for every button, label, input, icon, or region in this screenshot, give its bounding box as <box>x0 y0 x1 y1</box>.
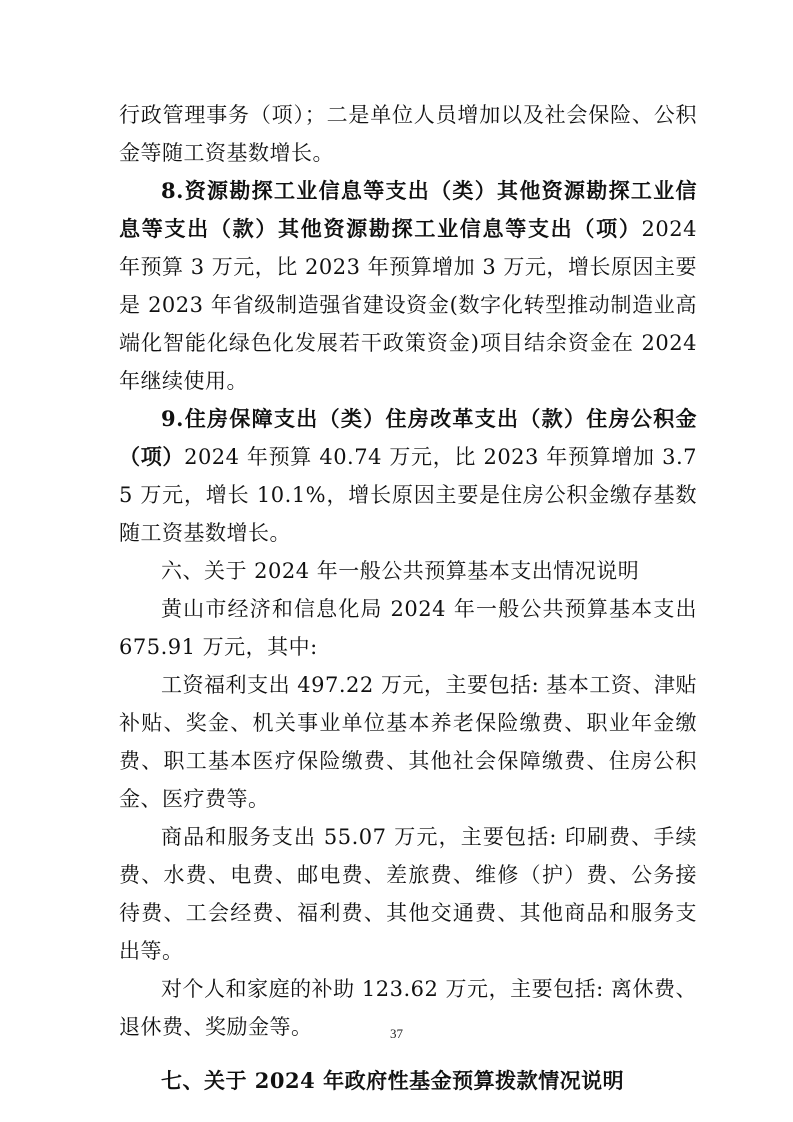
item-9-title: 9.住房保障支出（类）住房改革支出（款）住房公积金（项） <box>119 406 697 469</box>
section-6-heading: 六、关于 2024 年一般公共预算基本支出情况说明 <box>161 559 640 583</box>
paragraph-continuation: 行政管理事务（项）；二是单位人员增加以及社会保险、公积金等随工资基数增长。 <box>119 103 697 165</box>
paragraph-item-8 <box>119 172 697 400</box>
document-body <box>119 96 697 1100</box>
paragraph-item-9 <box>119 400 697 552</box>
page-number: 37 <box>390 1026 403 1041</box>
paragraph-goods-services: 商品和服务支出 55.07 万元，主要包括: 印刷费、手续费、水费、电费、邮电费、差旅费、维修（护）费、公务接待费、工会经费、福利费、其他交通费、其他商品和服务支出等。 <box>119 825 697 963</box>
section-7-heading: 七、关于 2024 年政府性基金预算拨款情况说明 <box>161 1068 625 1093</box>
item-8-text: 2024 年预算 3 万元，比 2023 年预算增加 3 万元，增长原因主要是 2023 年省级制造强省建设资金(数字化转型推动制造业高端化智能化绿色化发展若干政策资金)项目结余资金在 2024 年继续使用。 <box>119 217 697 393</box>
paragraph-salary-welfare: 工资福利支出 497.22 万元，主要包括: 基本工资、津贴补贴、奖金、机关事业单位基本养老保险缴费、职业年金缴费、职工基本医疗保险缴费、其他社会保障缴费、住房公积金、医疗费等。 <box>119 673 697 811</box>
paragraph-basic-expenditure: 黄山市经济和信息化局 2024 年一般公共预算基本支出 675.91 万元，其中: <box>119 597 697 659</box>
item-8-title: 8.资源勘探工业信息等支出（类）其他资源勘探工业信息等支出（款）其他资源勘探工业信息等支出（项） <box>119 178 697 241</box>
paragraph-household-subsidy: 对个人和家庭的补助 123.62 万元，主要包括: 离休费、退休费、奖励金等。 <box>119 977 697 1039</box>
item-9-text: 2024 年预算 40.74 万元，比 2023 年预算增加 3.75 万元，增长 10.1%，增长原因主要是住房公积金缴存基数随工资基数增长。 <box>119 445 697 545</box>
